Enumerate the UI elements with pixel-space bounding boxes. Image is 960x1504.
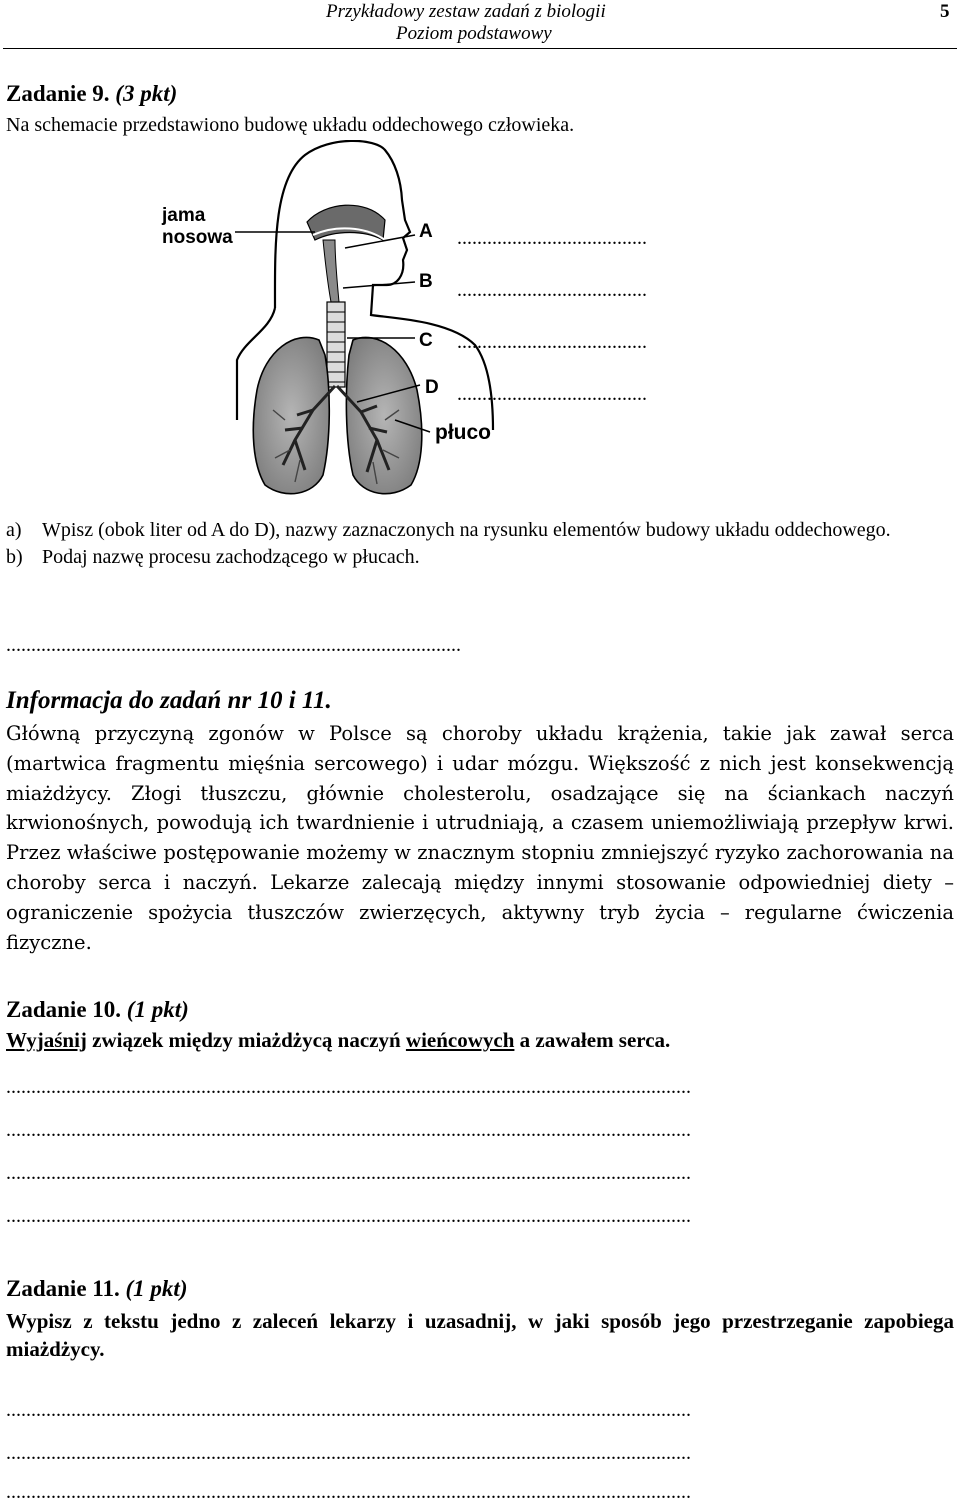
- task11-title: Zadanie 11.: [6, 1276, 120, 1301]
- task10-answer-line-4[interactable]: .........................................................................................................................................: [6, 1205, 691, 1227]
- info-title: Informacja do zadań nr 10 i 11.: [6, 687, 332, 714]
- label-b: B: [419, 271, 433, 292]
- answer-c[interactable]: ......................................: [457, 331, 647, 353]
- q-keyword-coronary: wieńcowych: [405, 1028, 515, 1052]
- header-subject: Przykładowy zestaw zadań z biologii: [326, 1, 606, 22]
- task9-points: (3 pkt): [115, 81, 178, 106]
- task9-item-b: [6, 544, 954, 571]
- answer-b[interactable]: ......................................: [457, 279, 647, 301]
- label-nasal-cavity: [162, 205, 233, 249]
- q-keyword-explain: Wyjaśnij: [6, 1028, 87, 1052]
- task10-points: (1 pkt): [126, 997, 189, 1022]
- label-d: D: [425, 377, 439, 398]
- label-nasal-line1: jama: [162, 205, 206, 226]
- page-number: 5: [940, 1, 950, 22]
- answer-d[interactable]: ......................................: [457, 383, 647, 405]
- task9-title: Zadanie 9.: [6, 81, 110, 106]
- task11-answer-line-2[interactable]: .........................................................................................................................................: [6, 1442, 691, 1464]
- task11-answer-line-1[interactable]: .........................................................................................................................................: [6, 1399, 691, 1421]
- task11-question: Wypisz z tekstu jedno z zaleceń lekarzy i uzasadnij, w jaki sposób jego przestrzeganie zapobiega miażdżycy.: [6, 1309, 954, 1361]
- q-text-1: związek między miażdżycą naczyń: [86, 1028, 406, 1052]
- header-level: Poziom podstawowy: [396, 23, 552, 44]
- task11-heading: [6, 1275, 187, 1303]
- item-text: Wpisz (obok liter od A do D), nazwy zaznaczonych na rysunku elementów budowy układu oddechowego.: [42, 519, 891, 541]
- header-rule: [3, 48, 957, 49]
- info-body: Główną przyczyną zgonów w Polsce są choroby układu krążenia, takie jak zawał serca (martwica fragmentu mięśnia sercowego) i udar mózgu. Większość z nich jest konsekwencją miażdżycy. Złogi tłuszczu, głównie cholesterolu, osadzające się na ściankach naczyń krwionośnych, powodują ich twardnienie i utrudniają, a czasem uniemożliwiają przepływ krwi. Przez właściwe postępowanie możemy w znacznym stopniu zmniejszyć ryzyko zachorowania na choroby serca i naczyń. Lekarze zalecają między innymi stosowanie odpowiedniej diety – ograniczenie spożycia tłuszczów zwierzęcych, aktywny tryb życia – regularne ćwiczenia fizyczne.: [6, 722, 954, 954]
- task9-intro: Na schemacie przedstawiono budowę układu oddechowego człowieka.: [6, 114, 575, 136]
- task10-answer-line-1[interactable]: .........................................................................................................................................: [6, 1076, 691, 1098]
- task10-heading: [6, 996, 189, 1024]
- q-text-2: a zawałem serca.: [514, 1028, 671, 1052]
- respiratory-diagram: [235, 140, 495, 502]
- task9-answer-line[interactable]: ...........................................................................................: [6, 634, 461, 656]
- label-c: C: [419, 330, 433, 351]
- task9-items: [6, 517, 954, 571]
- task10-question: [6, 1028, 670, 1052]
- answer-a[interactable]: ......................................: [457, 227, 647, 249]
- task11-answer-line-3[interactable]: .........................................................................................................................................: [6, 1481, 691, 1503]
- item-marker: b): [6, 546, 23, 568]
- respiratory-illustration: [235, 140, 495, 502]
- item-marker: a): [6, 519, 22, 541]
- task10-answer-line-2[interactable]: .........................................................................................................................................: [6, 1119, 691, 1141]
- item-text: Podaj nazwę procesu zachodzącego w płucach.: [42, 546, 420, 568]
- label-nasal-line2: nosowa: [162, 227, 233, 248]
- task10-title: Zadanie 10.: [6, 997, 122, 1022]
- task11-points: (1 pkt): [125, 1276, 188, 1301]
- label-a: A: [419, 221, 433, 242]
- task10-answer-line-3[interactable]: .........................................................................................................................................: [6, 1162, 691, 1184]
- label-lung: płuco: [435, 421, 491, 444]
- task9-heading: [6, 80, 177, 108]
- task9-item-a: [6, 517, 954, 544]
